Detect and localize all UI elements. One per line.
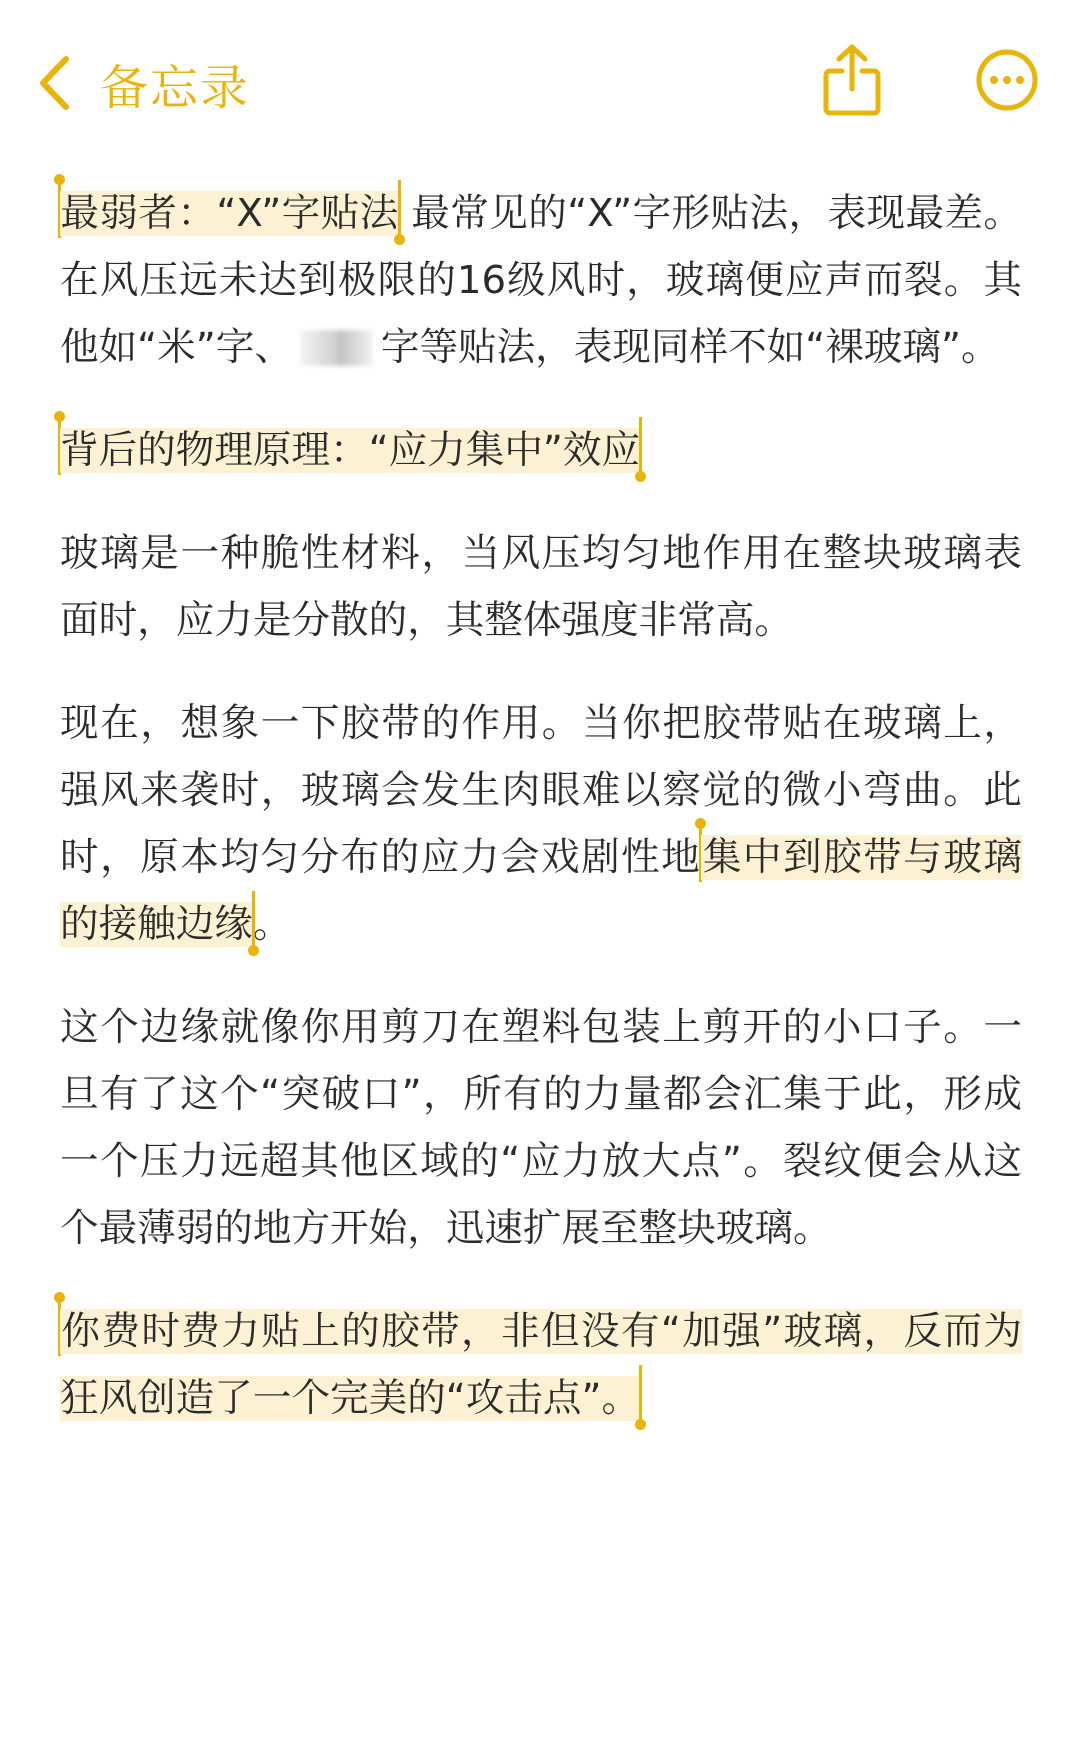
redacted-pattern [301, 330, 373, 366]
more-icon [975, 48, 1039, 116]
navigation-bar [0, 0, 1080, 160]
paragraph-brittle-material: 玻璃是一种脆性材料，当风压均匀地作用在整块玻璃表面时，应力是分散的，其整体强度非常高。 [60, 531, 1022, 643]
paragraph-crack-origin: 这个边缘就像你用剪刀在塑料包装上剪开的小口子。一旦有了这个“突破口”，所有的力量都会汇集于此，形成一个压力远超其他区域的“应力放大点”。裂纹便会从这个最薄弱的地方开始，迅速扩展至整块玻璃。 [60, 1005, 1022, 1251]
paragraph-text: 最常见的“X”字形贴法，表现最差。在风压远未达到极限的16级风时，玻璃便应声而裂。其他如“米”字、 [60, 191, 1023, 370]
highlight-conclusion: 你费时费力贴上的胶带，非但没有“加强”玻璃，反而为狂风创造了一个完美的“攻击点”。 [60, 1309, 1022, 1421]
paragraph-text: 现在，想象一下胶带的作用。当你把胶带贴在玻璃上，强风来袭时，玻璃会发生肉眼难以察觉的微小弯曲。此时，原本均匀分布的应力会戏剧性地 [60, 701, 1022, 880]
paragraph-x-pattern [60, 180, 1022, 381]
highlight-x-pattern: 最弱者：“X”字贴法 [60, 191, 399, 236]
paragraph-conclusion [60, 1298, 1022, 1432]
highlight-stress-edge: 集中到胶带与玻璃的接触边缘 [60, 835, 1023, 947]
back-button[interactable] [38, 48, 250, 118]
section-heading [60, 417, 1022, 484]
note-body[interactable] [60, 180, 1022, 1432]
more-button[interactable] [965, 40, 1049, 124]
share-button[interactable] [810, 40, 894, 124]
share-icon [822, 43, 882, 121]
paragraph-text-after: 字等贴法，表现同样不如“裸玻璃”。 [380, 325, 1000, 370]
highlight-heading: 背后的物理原理：“应力集中”效应 [60, 428, 641, 473]
paragraph-tape-effect [60, 690, 1022, 958]
paragraph-text-after: 。 [252, 902, 292, 947]
back-label: 备忘录 [100, 59, 251, 116]
chevron-left-icon [38, 51, 82, 115]
